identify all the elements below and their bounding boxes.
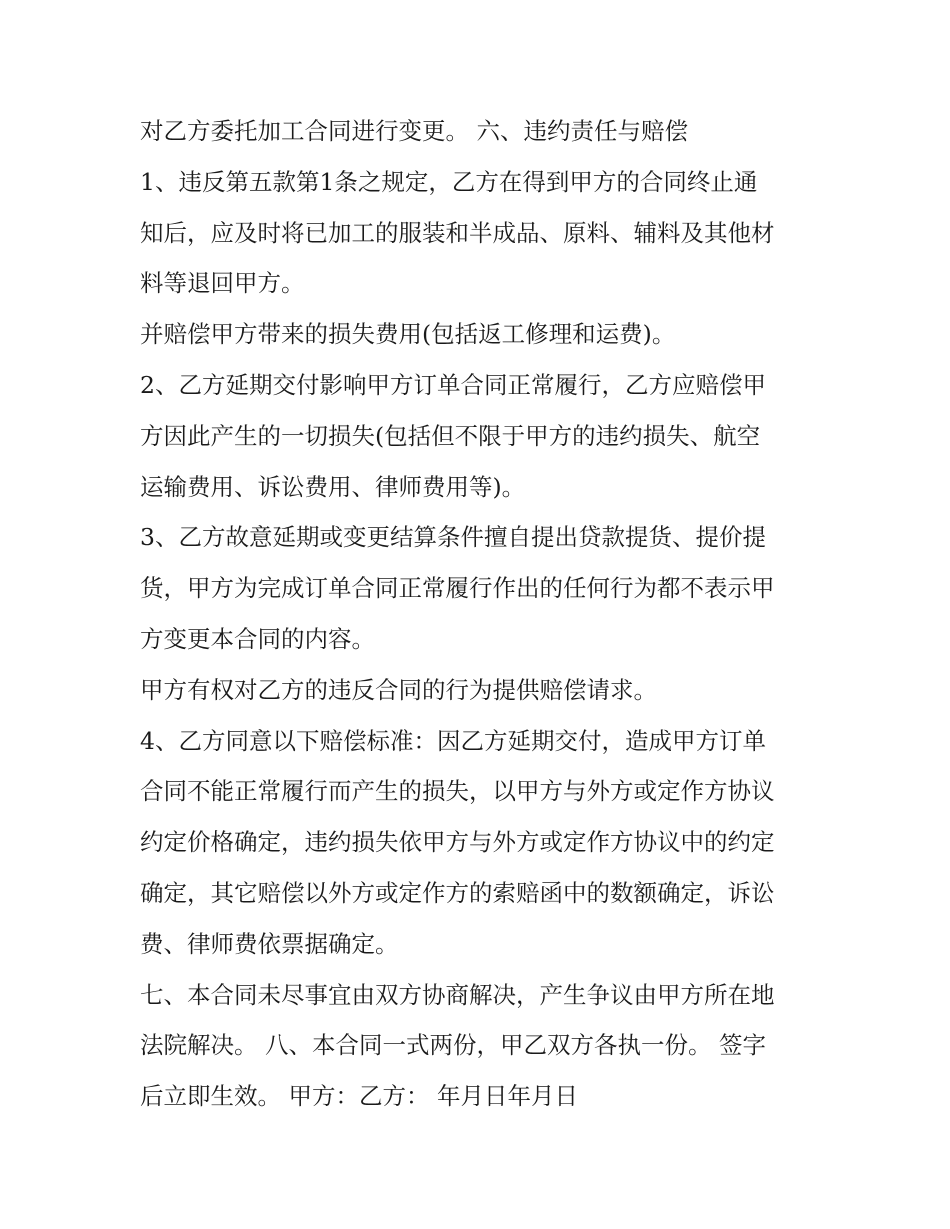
text-line: 费、律师费依票据确定。 — [140, 929, 399, 958]
text-line: 2、乙方延期交付影响甲方订单合同正常履行，乙方应赔偿甲 — [140, 370, 766, 399]
text-line: 货，甲方为完成订单合同正常履行作出的任何行为都不表示甲 — [140, 574, 775, 603]
text-line: 3、乙方故意延期或变更结算条件擅自提出贷款提货、提价提 — [140, 523, 766, 552]
text-line: 法院解决。 八、本合同一式两份，甲乙双方各执一份。 签字 — [140, 1031, 766, 1060]
text-line: 七、本合同未尽事宜由双方协商解决，产生争议由甲方所在地 — [140, 980, 775, 1009]
text-line: 1、违反第五款第1条之规定，乙方在得到甲方的合同终止通 — [140, 167, 758, 196]
text-line: 运输费用、诉讼费用、律师费用等)。 — [140, 472, 526, 501]
text-line: 对乙方委托加工合同进行变更。 六、违约责任与赔偿 — [140, 117, 688, 145]
contract-text — [140, 106, 820, 1122]
text-line: 方因此产生的一切损失(包括但不限于甲方的违约损失、航空 — [140, 421, 761, 450]
text-line: 料等退回甲方。 — [140, 269, 305, 298]
text-line: 约定价格确定，违约损失依甲方与外方或定作方协议中的约定 — [140, 828, 775, 857]
text-line: 确定，其它赔偿以外方或定作方的索赔函中的数额确定，诉讼 — [140, 878, 775, 907]
text-line: 知后，应及时将已加工的服装和半成品、原料、辅料及其他材 — [140, 218, 775, 247]
text-line: 后立即生效。 甲方：乙方： 年月日年月日 — [140, 1082, 578, 1111]
text-line: 甲方有权对乙方的违反合同的行为提供赔偿请求。 — [140, 675, 657, 704]
text-line: 方变更本合同的内容。 — [140, 624, 375, 653]
text-line: 合同不能正常履行而产生的损失，以甲方与外方或定作方协议 — [140, 777, 775, 806]
text-line: 4、乙方同意以下赔偿标准：因乙方延期交付，造成甲方订单 — [140, 726, 766, 755]
text-line: 并赔偿甲方带来的损失费用(包括返工修理和运费)。 — [140, 320, 676, 349]
